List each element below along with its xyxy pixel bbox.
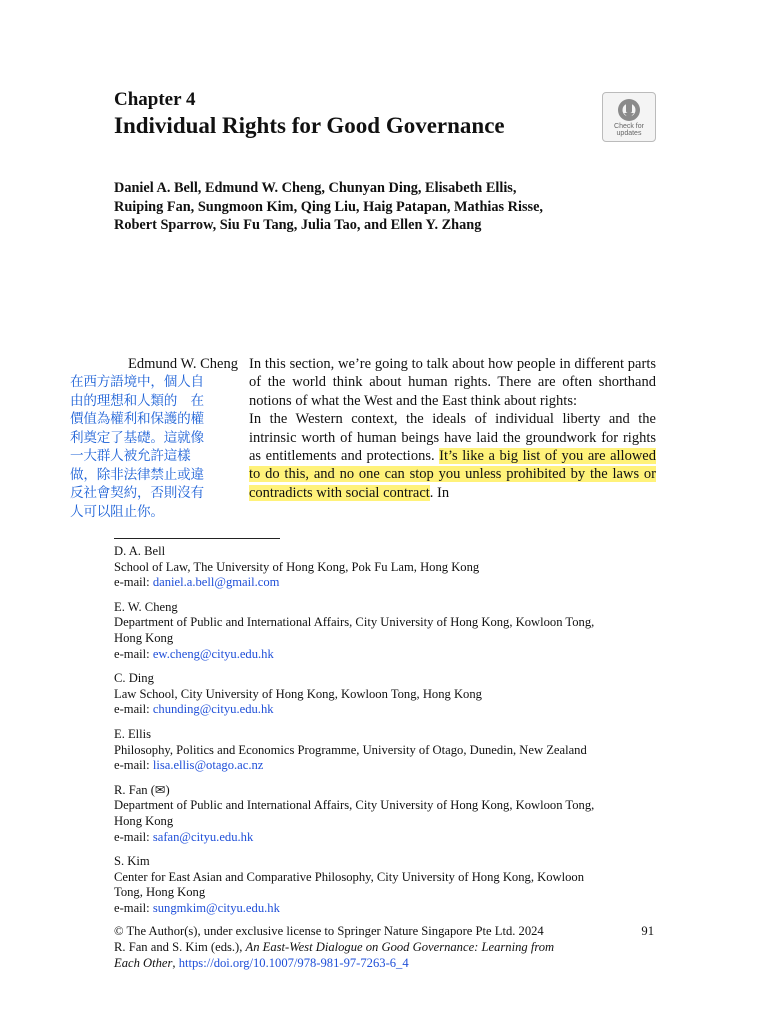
author-line: Robert Sparrow, Siu Fu Tang, Julia Tao, and Ellen Y. Zhang [114, 217, 482, 233]
page-number: 91 [641, 924, 654, 938]
affiliation-email-row [114, 575, 644, 591]
citation-prefix: R. Fan and S. Kim (eds.), [114, 940, 246, 955]
affiliation-line: Department of Public and International Affairs, City University of Hong Kong, Kowloon Tong, [114, 615, 595, 630]
affiliation-name: E. W. Cheng [114, 599, 178, 614]
affiliation [114, 600, 644, 662]
book-title-cont: Each Other [114, 956, 173, 971]
email-label: e-mail: [114, 646, 153, 661]
email-link[interactable]: lisa.ellis@otago.ac.nz [152, 758, 264, 773]
email-label: e-mail: [114, 758, 153, 773]
affiliation-line: Law School, City University of Hong Kong, Kowloon Tong, Hong Kong [114, 686, 482, 701]
affiliation [114, 727, 644, 774]
email-link[interactable]: daniel.a.bell@gmail.com [152, 575, 280, 590]
email-link[interactable]: safan@cityu.edu.hk [152, 829, 254, 844]
email-label: e-mail: [114, 575, 153, 590]
affiliation-email-row [114, 758, 644, 774]
affiliation-line: Department of Public and International Affairs, City University of Hong Kong, Kowloon Tong, [114, 798, 595, 813]
email-link[interactable]: sungmkim@cityu.edu.hk [152, 900, 280, 915]
author-line: Ruiping Fan, Sungmoon Kim, Qing Liu, Haig Patapan, Mathias Risse, [114, 198, 543, 215]
affiliation-line: Hong Kong [114, 630, 174, 645]
affiliation-line: School of Law, The University of Hong Kong, Pok Fu Lam, Hong Kong [114, 559, 480, 574]
book-title: An East-West Dialogue on Good Governance: Learning from [245, 940, 555, 955]
translation-line: 利奠定了基礎。這就像 [70, 429, 204, 446]
citation-line-1 [114, 939, 654, 955]
chapter-title: Individual Rights for Good Governance [114, 113, 505, 138]
translation-line: 人可以阻止你。 [70, 503, 164, 520]
highlighted-text[interactable]: It’s like a big list of you are allowed to do this, and no one can stop you unless prohibited by the laws or contradicts with social contract [249, 448, 656, 501]
body-text [249, 355, 656, 502]
affiliation [114, 854, 644, 916]
translation-line: 反社會契約，否則沒有 [70, 485, 204, 501]
paragraph-2 [249, 410, 656, 502]
translation-line: 價值為權利和保護的權 [70, 411, 204, 427]
affiliation-name: E. Ellis [114, 726, 152, 741]
badge-line-1: Check for [614, 123, 644, 130]
affiliation-list [114, 544, 644, 925]
paragraph-2-end: . In [429, 484, 450, 501]
translation-line: 做，除非法律禁止或違 [70, 466, 204, 483]
citation-line-2 [114, 955, 654, 971]
translation-line: 一大群人被允許這樣 [70, 448, 191, 464]
citation-sep: , [172, 956, 179, 971]
translation-line: 在西方語境中，個人自 [70, 374, 204, 390]
email-label: e-mail: [114, 702, 153, 717]
footnote-divider [114, 538, 280, 539]
check-for-updates-icon [616, 97, 642, 123]
margin-note [70, 355, 242, 521]
affiliation-name: S. Kim [114, 854, 150, 869]
affiliation [114, 671, 644, 718]
affiliation-line: Tong, Hong Kong [114, 885, 206, 900]
affiliation-email-row [114, 901, 644, 917]
affiliation-line: Center for East Asian and Comparative Philosophy, City University of Hong Kong, Kowloon [114, 869, 584, 884]
affiliation-email-row [114, 647, 644, 663]
email-link[interactable]: ew.cheng@cityu.edu.hk [152, 646, 274, 661]
paragraph-2-text: In the Western context, the ideals of individual liberty and the intrinsic worth of human beings have laid the groundwork for rights as entitlements and protections. [249, 411, 656, 465]
chapter-label: Chapter 4 [114, 89, 196, 110]
affiliation-line: Hong Kong [114, 813, 174, 828]
email-label: e-mail: [114, 829, 153, 844]
email-link[interactable]: chunding@cityu.edu.hk [152, 702, 274, 717]
check-for-updates-badge[interactable] [602, 92, 656, 142]
copyright-line: © The Author(s), under exclusive license to Springer Nature Singapore Pte Ltd. 2024 [114, 924, 544, 938]
speaker-name: Edmund W. Cheng [128, 356, 238, 372]
badge-line-2: updates [616, 130, 642, 137]
affiliation-line: Philosophy, Politics and Economics Programme, University of Otago, Dunedin, New Zealand [114, 742, 587, 757]
affiliation-email-row [114, 702, 644, 718]
author-line: Daniel A. Bell, Edmund W. Cheng, Chunyan Ding, Elisabeth Ellis, [114, 180, 517, 196]
email-label: e-mail: [114, 900, 153, 915]
affiliation-name: D. A. Bell [114, 544, 166, 558]
author-list [114, 179, 634, 235]
paragraph-1: In this section, we’re going to talk about how people in different parts of the world think about human rights. There are often shorthand notions of what the West and the East think about rights: [249, 356, 656, 409]
translation-line: 由的理想和人類的 在 [70, 392, 204, 409]
affiliation-email-row [114, 830, 644, 846]
doi-link[interactable]: https://doi.org/10.1007/978-981-97-7263-6_4 [178, 956, 409, 971]
footer [114, 923, 654, 972]
affiliation [114, 783, 644, 845]
affiliation [114, 544, 644, 591]
affiliation-name: C. Ding [114, 671, 154, 686]
affiliation-name: R. Fan (✉) [114, 782, 170, 797]
